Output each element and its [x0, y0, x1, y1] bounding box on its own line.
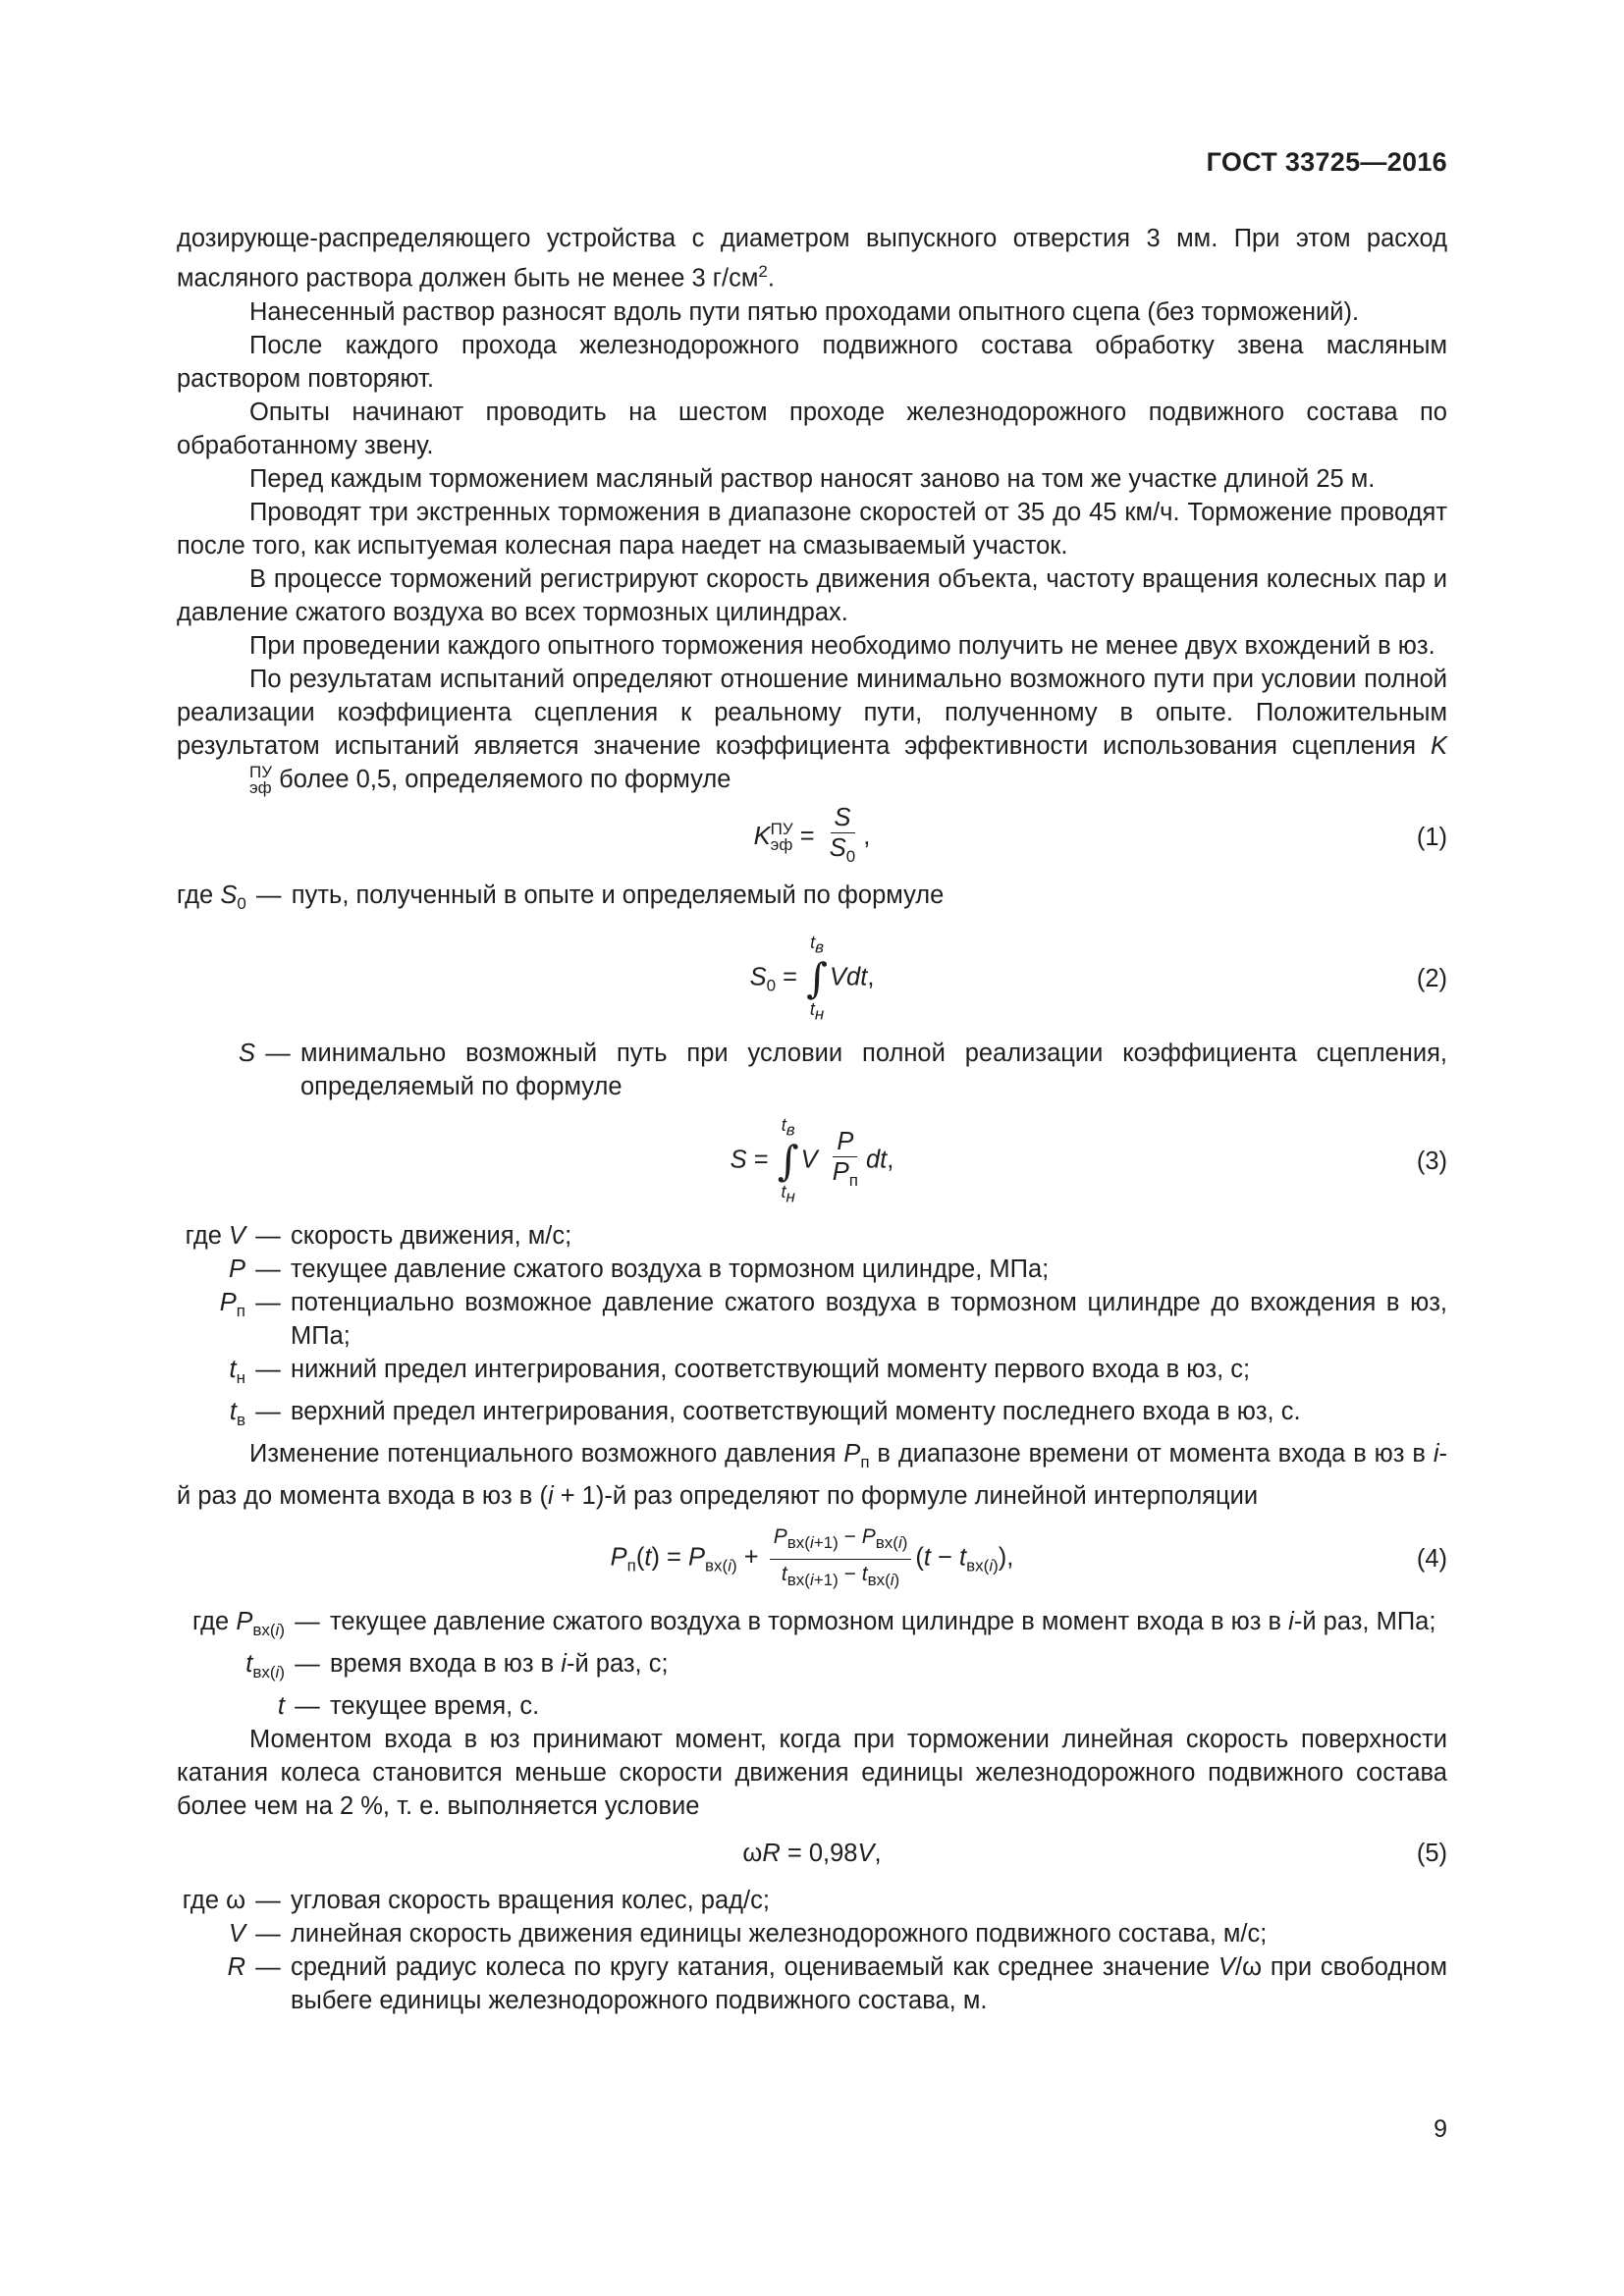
document-header: ГОСТ 33725—2016	[1206, 147, 1447, 177]
definition-v2: V — линейная скорость движения единицы железнодорожного подвижного состава, м/с;	[228, 1920, 1268, 1949]
formula-number: (4)	[1416, 1545, 1447, 1574]
formula-2: $S_0$ = $t_в$ ∫ $t_н$ Vdt, (2)	[749, 933, 1447, 1024]
formula-number: (2)	[1416, 964, 1447, 992]
formula-number: (5)	[1416, 1840, 1447, 1868]
paragraph: Нанесенный раствор разносят вдоль пути пятью проходами опытного сцепа (без торможений).	[249, 297, 1360, 326]
definition-p: P — текущее давление сжатого воздуха в тормозном цилиндре, МПа;	[228, 1255, 1050, 1283]
document-body	[177, 222, 1447, 2017]
definition-pp: $P_п$ — потенциально возможное давление сжатого воздуха в тормозном цилиндре до вхождения в юз, МПа;	[219, 1288, 1447, 1350]
paragraph: дозирующе-распределяющего устройства с диаметром выпускного отверстия 3 мм. При этом расход масляного раствора должен быть не менее 3 $г/см^2$.	[177, 225, 1447, 293]
paragraph: Моментом входа в юз принимают момент, когда при торможении линейная скорость поверхности катания колеса становится меньше скорости движения единицы железнодорожного подвижного состава более чем на 2 %, т. е. выполняется условие	[177, 1726, 1447, 1821]
definition-w: где ω — угловая скорость вращения колес, рад/с;	[182, 1887, 770, 1915]
formula-5: ωR = 0,98V, (5)	[177, 1823, 1447, 1884]
formula-number: (1)	[1416, 823, 1447, 851]
paragraph: Изменение потенциального возможного давления $P_п$ в диапазоне времени от момента входа в юз в i-й раз до момента входа в юз в (i + 1)-й раз определяют по формуле линейной интерполяции	[177, 1440, 1447, 1511]
paragraph: В процессе торможений регистрируют скорость движения объекта, частоту вращения колесных пар и давление сжатого воздуха во всех тормозных цилиндрах.	[177, 564, 1447, 626]
paragraph: По результатам испытаний определяют отношение минимально возможного пути при условии полной реализации коэффициента сцепления к реальному пути, полученному в опыте. Положительным результатом испытаний является значение коэффициента эффективности использования сцепления K ПУ эф более 0,5, определяемого по формуле	[177, 665, 1447, 797]
definitions-list	[177, 1884, 1447, 2017]
formula-number: (3)	[1416, 1147, 1447, 1175]
definitions-list	[177, 1219, 1447, 1437]
formula-3: S = $t_в$ ∫ $t_н$ V $\frac{P}{P_п}$ dt, (3)	[730, 1115, 1447, 1206]
paragraph: Проводят три экстренных торможения в диапазоне скоростей от 35 до 45 км/ч. Торможение проводят после того, как испытуемая колесная пара наедет на смазываемый участок.	[177, 498, 1447, 560]
page-number: 9	[1434, 2115, 1447, 2143]
definition-tn: $t_н$ — нижний предел интегрирования, соответствующий моменту первого входа в юз, с;	[229, 1355, 1251, 1387]
definition-r: R — средний радиус колеса по кругу катания, оцениваемый как среднее значение V/ω при свободном выбеге единицы железнодорожного подвижного состава, м.	[227, 1953, 1448, 2015]
definition-s0: где $S_0$ — путь, полученный в опыте и определяемый по формуле	[177, 881, 945, 913]
paragraph: Опыты начинают проводить на шестом проходе железнодорожного подвижного состава по обработанному звену.	[177, 398, 1447, 459]
definition-v: где V — скорость движения, м/с;	[185, 1221, 572, 1250]
formula-4: $P_п(t) = P_{вх(i)}$ + $\frac{P_{вх(i+1)} - P_{вх(i)}}{t_{вх(i+1)} - t_{вх(i)}}$ $(t - t_{вх(i)})$, (4)	[177, 1513, 1447, 1605]
definition-tvx: $t_{вх(i)}$ — время входа в юз в i-й раз, с;	[245, 1650, 669, 1682]
paragraph: После каждого прохода железнодорожного подвижного состава обработку звена масляным раствором повторяют.	[177, 331, 1447, 393]
definition-pvx: где $P_{вх(i)}$ — текущее давление сжатого воздуха в тормозном цилиндре в момент входа в юз в i-й раз, МПа;	[192, 1608, 1436, 1640]
formula-1: K ПУ эф = $\frac{S}{S_0}$ , (1)	[753, 803, 1447, 866]
definition-t: t — текущее время, с.	[277, 1692, 540, 1721]
paragraph: При проведении каждого опытного торможения необходимо получить не менее двух вхождений в юз.	[249, 631, 1435, 660]
paragraph: Перед каждым торможением масляный раствор наносят заново на том же участке длиной 25 м.	[249, 464, 1376, 493]
definition-s: S — минимально возможный путь при условии полной реализации коэффициента сцепления, определяемый по формуле	[238, 1039, 1447, 1100]
definitions-list	[177, 1605, 1447, 1723]
definition-tv: $t_в$ — верхний предел интегрирования, соответствующий моменту последнего входа в юз, с.	[229, 1397, 1301, 1430]
